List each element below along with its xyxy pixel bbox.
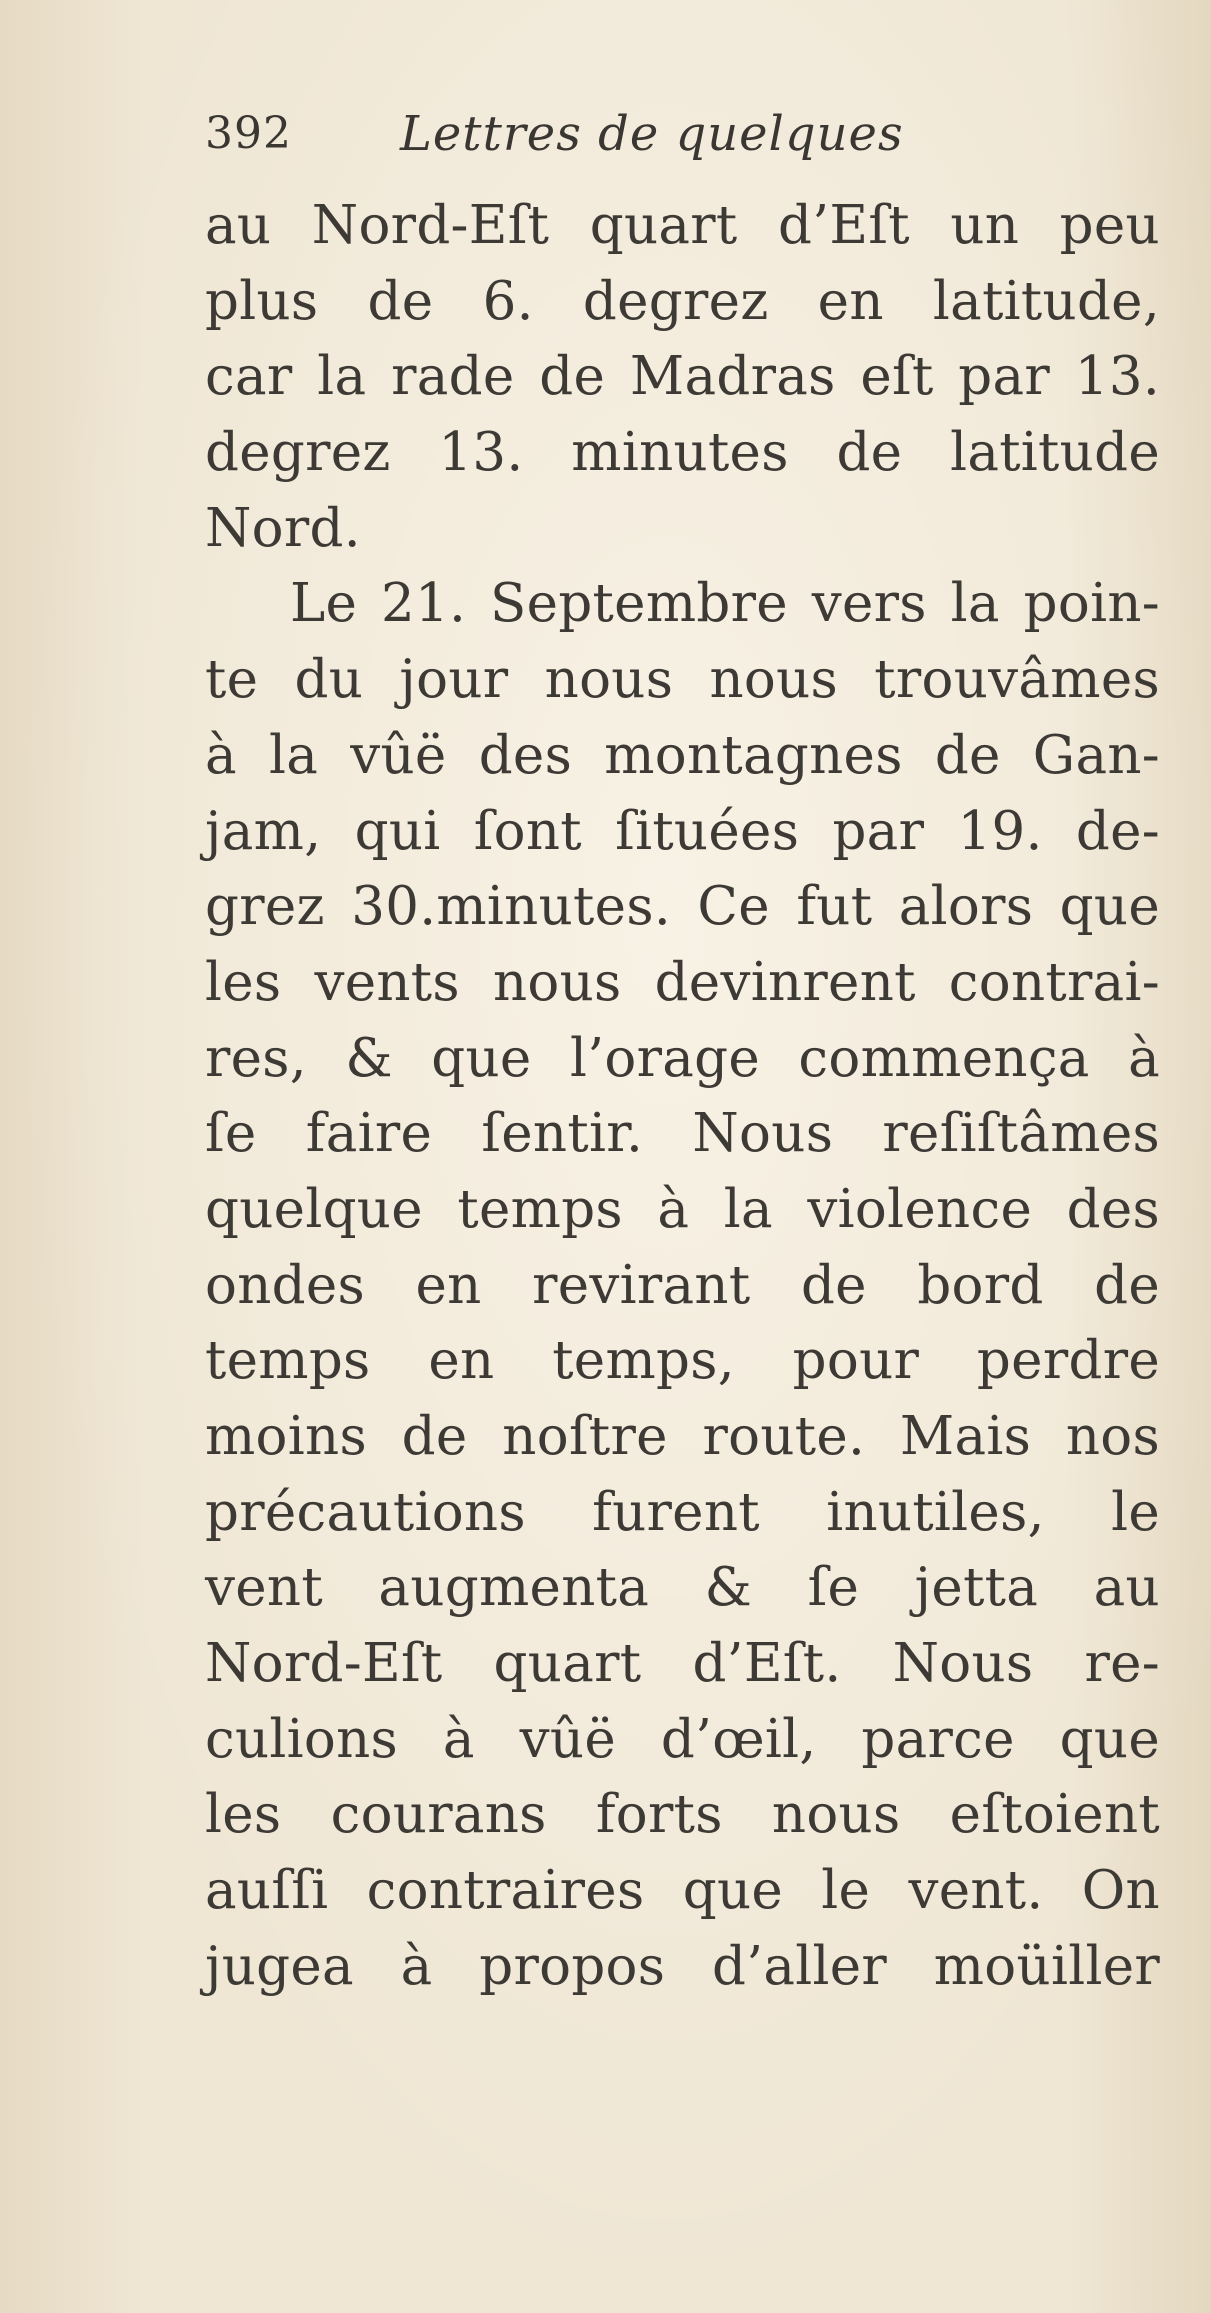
text-line: moins de noſtre route. Mais nos (205, 1406, 1160, 1467)
text-line: ondes en revirant de bord de (205, 1254, 1160, 1316)
text-line: jam, qui ſont ſituées par 19. de- (205, 800, 1160, 862)
paragraph-start-line: Le 21. Septembre vers la poin- (290, 573, 1160, 635)
text-line: quelque temps à la violence des (205, 1178, 1160, 1240)
text-line: Nord. (205, 497, 361, 559)
text-line: les vents nous devinrent contrai- (205, 951, 1160, 1013)
text-line: Nord-Eſt quart d’Eſt. Nous re- (205, 1633, 1160, 1695)
text-line: auſſi contraires que le vent. On (205, 1860, 1160, 1922)
text-line: ſe faire ſentir. Nous reſiſtâmes (205, 1103, 1160, 1165)
text-line: grez 30.minutes. Ce fut alors que (205, 876, 1160, 938)
text-line: temps en temps, pour perdre (205, 1330, 1160, 1392)
text-line: degrez 13. minutes de latitude (205, 422, 1160, 484)
text-line: précautions furent inutiles, le (205, 1481, 1160, 1543)
text-line: jugea à propos d’aller moüiller (205, 1935, 1160, 1997)
text-line: culions à vûë d’œil, parce que (205, 1708, 1160, 1770)
text-line: au Nord-Eſt quart d’Eſt un peu (205, 195, 1160, 256)
page-number: 392 (205, 108, 292, 159)
running-head: Lettres de quelques (400, 106, 904, 162)
text-line: vent augmenta & ſe jetta au (205, 1557, 1160, 1619)
text-line: res, & que l’orage commença à (205, 1027, 1160, 1089)
text-line: te du jour nous nous trouvâmes (205, 649, 1160, 711)
text-line: les courans forts nous eſtoient (205, 1784, 1160, 1846)
text-line: plus de 6. degrez en latitude, (205, 270, 1160, 332)
text-line: car la rade de Madras eſt par 13. (205, 346, 1160, 408)
page-header (205, 100, 1105, 170)
body-text (205, 188, 1160, 2005)
text-line: à la vûë des montagnes de Gan- (205, 724, 1160, 786)
